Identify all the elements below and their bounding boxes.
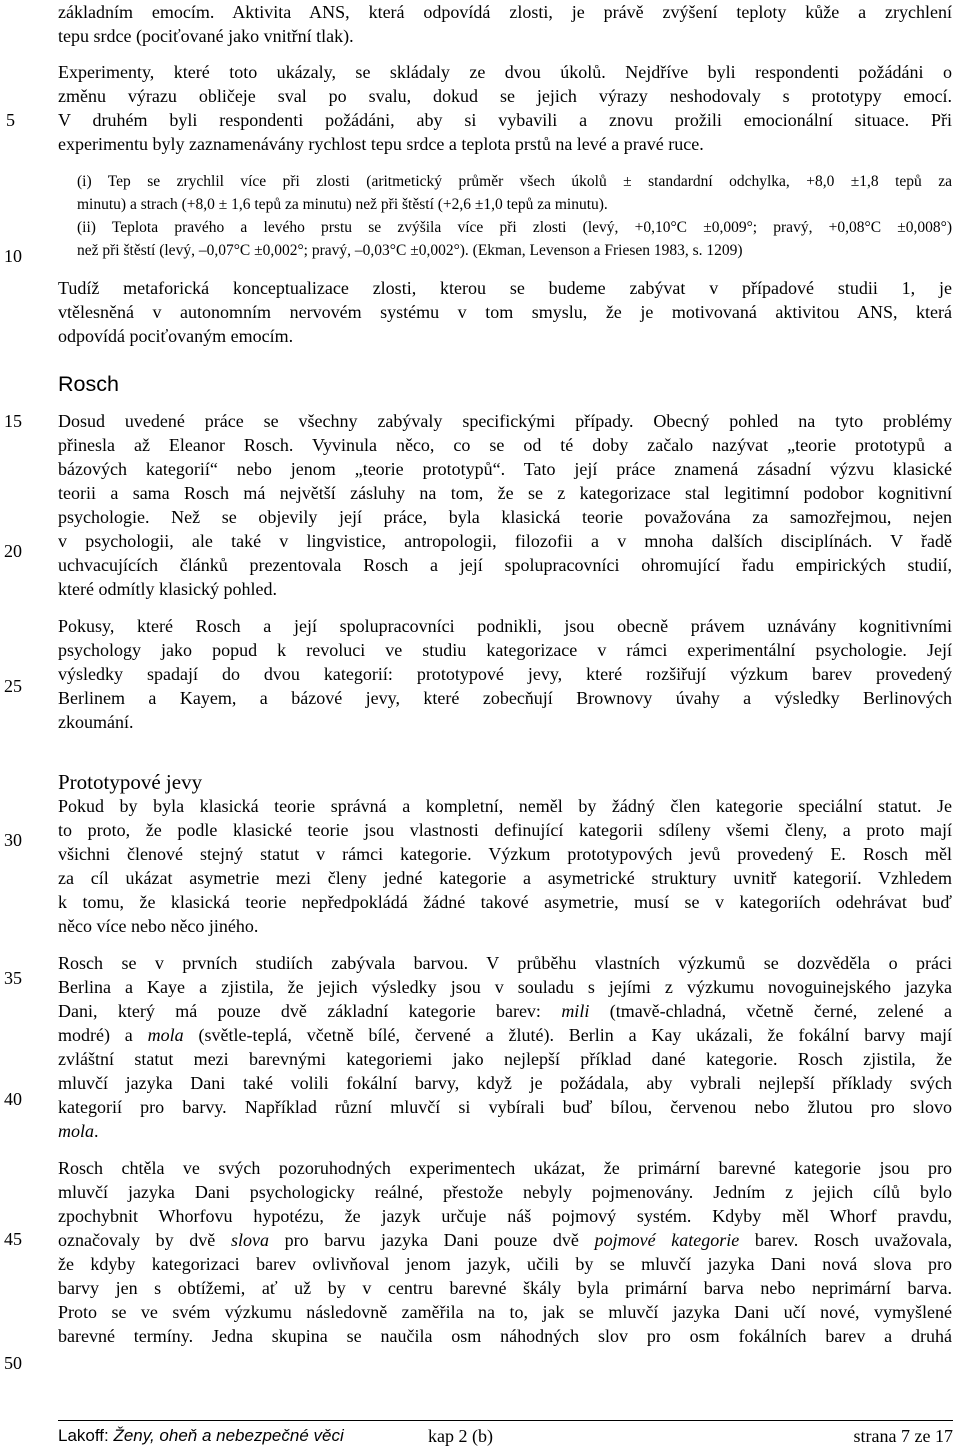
text-line: Experimenty, které toto ukázaly, se skládaly ze dvou úkolů. Nejdříve byli respondenti požádáni o: [58, 62, 952, 82]
text-line: označovaly by dvě slova pro barvu jazyka Dani pouze dvě pojmové kategorie barev. Rosch uvažovala,: [58, 1230, 953, 1250]
text-line: bázových kategorií“ nebo jenom „teorie prototypů“. Tato její práce znamená zásadní výzvu klasické: [58, 459, 952, 479]
text-line: změnu výrazu obličeje sval po svalu, dokud se jejich výrazy neshodovaly s prototypy emocí.: [58, 86, 952, 106]
footer-chapter: kap 2 (b): [428, 1426, 493, 1446]
text-line: mluvčí jazyka Dani také volili fokální barvy, když je požádala, aby vybrali nejlepší příklady svých: [58, 1073, 952, 1093]
text-line: v psychologii, ale také v lingvistice, antropologii, filozofii a v mnoha dalších disciplínách. V řadě: [58, 531, 952, 551]
text-line: barevné termíny. Jedna skupina se naučila osm náhodných slov pro osm fokálních barev a druhá: [58, 1326, 952, 1346]
line-number: 10: [4, 246, 22, 266]
text-line: že kdyby kategorizaci barev ovlivňoval jenom jazyk, učili by se mluvčí jazyka Dani nová slova pro: [58, 1254, 952, 1274]
section-heading-rosch: Rosch: [58, 372, 119, 396]
text-line: Pokud by byla klasická teorie správná a kompletní, neměl by žádný člen kategorie speciální statut. Je: [58, 796, 952, 816]
text-line: (ii) Teplota pravého a levého prstu se zvýšila více při zlosti (levý, +0,10°C ±0,009°; pravý, +0,08°C ±0,008°): [77, 219, 952, 236]
text-line: Rosch se v prvních studiích zabývala barvou. V průběhu vlastních výzkumů se dozvěděla o práci: [58, 953, 952, 973]
text-line: kategorií pro barvy. Například různí mluvčí si vybírali buď bílou, červenou nebo žlutou pro slovo: [58, 1097, 952, 1117]
footer-page-number: strana 7 ze 17: [853, 1426, 953, 1446]
line-number: 25: [4, 676, 22, 696]
line-number: 15: [4, 411, 22, 431]
text-line: k tomu, že klasická teorie nepředpokládá žádné takové asymetrie, musí se v kategoriích odehrávat buď: [58, 892, 952, 912]
text-line: mola.: [58, 1121, 99, 1141]
text-line: něco více nebo něco jiného.: [58, 916, 259, 936]
text-line: Berlinem a Kayem, a bázové jevy, které zobecňují Brownovy úvahy a výsledky Berlinových: [58, 688, 952, 708]
text-line: odpovídá pociťovaným emocím.: [58, 326, 294, 346]
text-line: psychology jako popud k revoluci ve studiu kategorizace v rámci experimentální psychologie. Její: [58, 640, 952, 660]
text-line: než při štěstí (levý, –0,07°C ±0,002°; pravý, –0,03°C ±0,002°). (Ekman, Levenson a Friesen 1983, s. 1209): [77, 242, 743, 259]
text-line: výsledky spadají do dvou kategorií: prototypové jevy, které rozšiřují výzkum barev provedený: [58, 664, 952, 684]
footer-book-title: Lakoff: Ženy, oheň a nebezpečné věci: [58, 1426, 344, 1445]
text-line: za cíl ukázat asymetrie mezi členy jedné kategorie a asymetrické struktury uvnitř kategorií. Vzhledem: [58, 868, 952, 888]
text-line: Dosud uvedené práce se všechny zabývaly specifickými případy. Obecný pohled na tyto problémy: [58, 411, 952, 431]
text-line: barvy jen s obtížemi, ať už by v centru barevné škály byla primární barva nebo neprimární barva.: [58, 1278, 952, 1298]
text-line: vtělesněná v autonomním nervovém systému v tom smyslu, že je motivovaná aktivitou ANS, která: [58, 302, 952, 322]
text-line: zkoumání.: [58, 712, 134, 732]
line-number: 35: [4, 968, 22, 988]
text-line: všichni členové stejný statut v rámci kategorie. Výzkum prototypových jevů provedený E. Rosch měl: [58, 844, 952, 864]
text-line: mluvčí jazyka Dani psychologicky reálné, přestože nebyly pojmenovány. Jedním z jejich cílů bylo: [58, 1182, 952, 1202]
text-line: které odmítly klasický pohled.: [58, 579, 277, 599]
footer-book-title-italic: Ženy, oheň a nebezpečné věci: [113, 1426, 344, 1445]
text-line: Rosch chtěla ve svých pozoruhodných experimentech ukázat, že primární barevné kategorie jsou pro: [58, 1158, 952, 1178]
text-line: Tudíž metaforická konceptualizace zlosti, kterou se budeme zabývat v případové studii 1, je: [58, 278, 952, 298]
text-line: Berlina a Kaye a zjistila, že jejich výsledky jsou v souladu s jejími z výzkumu novoguinejského jazyka: [58, 977, 952, 997]
text-line: modré) a mola (světle-teplá, včetně bílé, červené a žluté). Berlin a Kay ukázali, že fokální barvy mají: [58, 1025, 952, 1045]
text-line: uchvacujících článků prezentovala Rosch a její spolupracovníci ohromující řadu empirických studií,: [58, 555, 952, 575]
line-number: 30: [4, 830, 22, 850]
text-line: V druhém byli respondenti požádáni, aby si vybavili a znovu prožili emocionální situace. Při: [58, 110, 952, 130]
line-number: 45: [4, 1229, 22, 1249]
text-line: Dani, který má pouze dvě základní kategorie barev: mili (tmavě-chladná, včetně černé, zelené a: [58, 1001, 952, 1021]
text-line: experimentu byly zaznamenávány rychlost tepu srdce a teplota prstů na levé a pravé ruce.: [58, 134, 704, 154]
line-number: 5: [6, 110, 15, 130]
text-line: psychologie. Než se objevily její práce, byla klasická teorie považována za samozřejmou, nejen: [58, 507, 952, 527]
footer-divider: [58, 1420, 953, 1421]
text-line: to proto, že podle klasické teorie jsou vlastnosti definující kategorii sdíleny všemi členy, a proto mají: [58, 820, 952, 840]
text-line: zvláštní statut mezi barevnými kategoriemi jako nejlepší příklad dané kategorie. Rosch zjistila, že: [58, 1049, 952, 1069]
line-number: 50: [4, 1353, 22, 1373]
text-line: Pokusy, které Rosch a její spolupracovníci podnikli, jsou obecně právem uznávány kognitivními: [58, 616, 952, 636]
section-heading-prototypove-jevy: Prototypové jevy: [58, 770, 203, 794]
text-line: přinesla až Eleanor Rosch. Vyvinula něco, co se od té doby začalo nazývat „teorie prototypů a: [58, 435, 952, 455]
line-number: 40: [4, 1089, 22, 1109]
text-line: zpochybnit Whorfovu hypotézu, že jazyk určuje náš pojmový systém. Kdyby měl Whorf pravdu,: [58, 1206, 952, 1226]
text-line: (i) Tep se zrychlil více při zlosti (aritmetický průměr všech úkolů ± standardní odchylka, +8,0 ±1,8 tepů za: [77, 173, 952, 190]
text-line: Proto se ve svém výzkumu následovně zaměřila na to, jak se mluvčí jazyka Dani učí nové, vymyšlené: [58, 1302, 952, 1322]
text-line: tepu srdce (pociťované jako vnitřní tlak).: [58, 26, 354, 46]
line-number: 20: [4, 541, 22, 561]
text-line: teorii a sama Rosch má největší zásluhy na tom, že se z kategorizace stal legitimní podobor kognitivní: [58, 483, 952, 503]
text-line: minutu) a strach (+8,0 ± 1,6 tepů za minutu) než při štěstí (+2,6 ±1,0 tepů za minutu).: [77, 196, 608, 213]
text-line: základním emocím. Aktivita ANS, která odpovídá zlosti, je právě zvýšení teploty kůže a zrychlení: [58, 2, 952, 22]
